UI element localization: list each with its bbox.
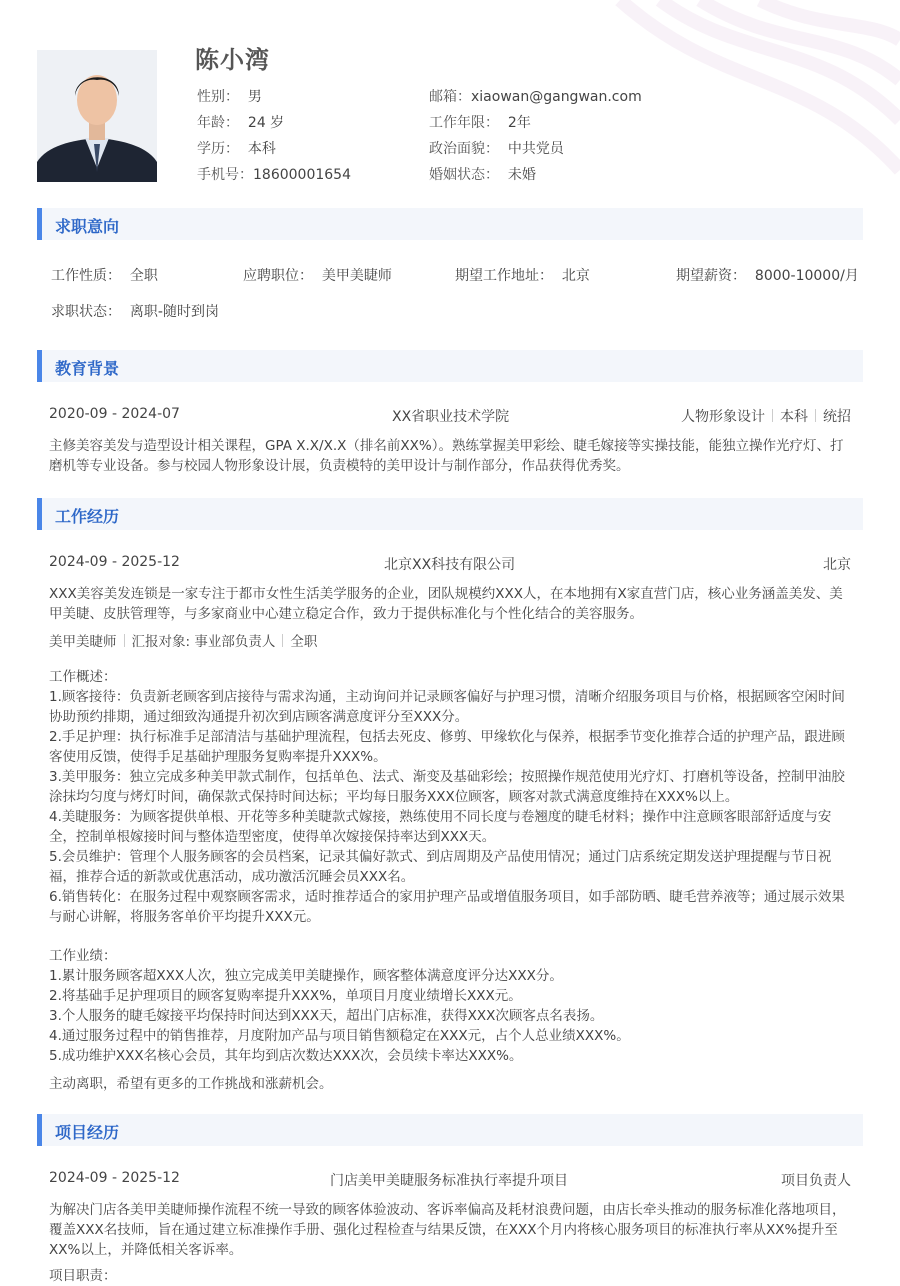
years-value: 2年	[507, 115, 531, 131]
intent-city	[455, 265, 590, 285]
politics-row	[429, 138, 564, 158]
intent-salary-value: 8000-10000/月	[754, 268, 859, 284]
marital-row	[429, 164, 536, 184]
politics-label: 政治面貌：	[429, 141, 499, 157]
project-description: 为解决门店各美甲美睫师操作流程不统一导致的顾客体验波动、客诉率偏高及耗材浪费问题，由店长牵头推动的服务标准化落地项目，覆盖XXX名技师，旨在通过建立标准操作手册、强化过程检查与结果反馈，在XXX个月内将核心服务项目的标准执行率从XX%提升至XX%以上，并降低相关客诉率。	[49, 1202, 846, 1258]
achievement-item: 1.累计服务顾客超XXX人次，独立完成美甲美睫操作，顾客整体满意度评分达XXX分。	[49, 968, 563, 984]
work-location: 北京	[823, 557, 851, 573]
age-row	[197, 112, 284, 132]
intent-type-label: 工作性质：	[51, 268, 121, 284]
age-value: 24 岁	[247, 115, 285, 131]
email-label: 邮箱：	[429, 89, 471, 105]
separator	[815, 409, 816, 422]
gender-value: 男	[247, 89, 262, 105]
section-title: 工作经历	[55, 507, 120, 526]
section-accent-bar	[37, 350, 42, 382]
education-period: 2020-09 - 2024-07	[49, 406, 180, 422]
intent-city-label: 期望工作地址：	[455, 268, 553, 284]
work-achievement-label: 工作业绩：	[49, 948, 117, 964]
duty-item: 4.美睫服务：为顾客提供单根、开花等多种美睫款式嫁接，熟练使用不同长度与卷翘度的睫毛材料；操作中注意顾客眼部舒适度与安全，控制单根嫁接时间与整体造型密度，使得单次嫁接保持率达到XXX天。	[49, 809, 832, 845]
work-report: 汇报对象: 事业部负责人	[131, 634, 276, 650]
achievement-item: 3.个人服务的睫毛嫁接平均保持时间达到XXX天，超出门店标准，获得XXX次顾客点名表扬。	[49, 1008, 604, 1024]
intent-salary	[676, 265, 859, 285]
email-value: xiaowan@gangwan.com	[471, 89, 642, 105]
intent-status-label: 求职状态：	[51, 304, 121, 320]
politics-value: 中共党员	[507, 141, 564, 157]
section-accent-bar	[37, 498, 42, 530]
duty-item: 3.美甲服务：独立完成多种美甲款式制作，包括单色、法式、渐变及基础彩绘；按照操作规范使用光疗灯、打磨机等设备，控制甲油胶涂抹均匀度与烤灯时间，确保款式保持时间达标；平均每日服务XXX位顾客，顾客对款式满意度维持在XXX%以上。	[49, 769, 845, 805]
work-period: 2024-09 - 2025-12	[49, 554, 180, 570]
work-job-type: 全职	[290, 634, 318, 650]
section-accent-bar	[37, 208, 42, 240]
intent-position	[243, 265, 392, 285]
work-company: 北京XX科技有限公司	[384, 557, 516, 573]
intent-salary-label: 期望薪资：	[676, 268, 746, 284]
section-header-work	[37, 498, 863, 530]
phone-row	[197, 164, 351, 184]
phone-label: 手机号：	[197, 167, 253, 183]
section-header-project	[37, 1114, 863, 1146]
achievement-item: 4.通过服务过程中的销售推荐，月度附加产品与项目销售额稳定在XXX元，占个人总业绩XXX%。	[49, 1028, 630, 1044]
project-role: 项目负责人	[781, 1173, 851, 1189]
intent-type	[51, 265, 158, 285]
education-degree: 本科	[780, 409, 808, 425]
project-period: 2024-09 - 2025-12	[49, 1170, 180, 1186]
gender-label: 性别：	[197, 89, 239, 105]
work-role-meta	[49, 632, 851, 652]
separator	[772, 409, 773, 422]
education-description: 主修美容美发与造型设计相关课程，GPA X.X/X.X（排名前XX%）。熟练掌握美甲彩绘、睫毛嫁接等实操技能，能独立操作光疗灯、打磨机等专业设备。参与校园人物形象设计展，负责模特的美甲设计与制作部分，作品获得优秀奖。	[49, 438, 844, 474]
education-major: 人物形象设计	[681, 409, 765, 425]
years-row	[429, 112, 531, 132]
duty-item: 1.顾客接待：负责新老顾客到店接待与需求沟通，主动询问并记录顾客偏好与护理习惯，清晰介绍服务项目与价格，根据顾客空闲时间协助预约排期，通过细致沟通提升初次到店顾客满意度评分至XXX分。	[49, 689, 845, 725]
intent-type-value: 全职	[129, 268, 158, 284]
duty-item: 5.会员维护：管理个人服务顾客的会员档案，记录其偏好款式、到店周期及产品使用情况；通过门店系统定期发送护理提醒与节日祝福，推荐合适的新款或优惠活动，成功激活沉睡会员XXX名。	[49, 849, 832, 885]
separator	[124, 634, 125, 647]
project-duty-label: 项目职责：	[49, 1268, 117, 1284]
achievement-item: 2.将基础手足护理项目的顾客复购率提升XXX%，单项目月度业绩增长XXX元。	[49, 988, 522, 1004]
work-role: 美甲美睫师	[49, 634, 117, 650]
phone-value: 18600001654	[253, 167, 351, 183]
age-label: 年龄：	[197, 115, 239, 131]
section-title: 教育背景	[55, 359, 120, 378]
intent-position-label: 应聘职位：	[243, 268, 313, 284]
education-meta	[681, 406, 851, 426]
company-description: XXX美容美发连锁是一家专注于都市女性生活美学服务的企业，团队规模约XXX人，在本地拥有X家直营门店，核心业务涵盖美发、美甲美睫、皮肤管理等，与多家商业中心建立稳定合作，致力于提供标准化与个性化结合的美容服务。	[49, 586, 843, 622]
education-value: 本科	[247, 141, 276, 157]
intent-position-value: 美甲美睫师	[321, 268, 392, 284]
duty-item: 2.手足护理：执行标准手足部清洁与基础护理流程，包括去死皮、修剪、甲缘软化与保养，根据季节变化推荐合适的护理产品，跟进顾客使用反馈，使得手足基础护理服务复购率提升XXX%。	[49, 729, 845, 765]
duty-item: 6.销售转化：在服务过程中观察顾客需求，适时推荐适合的家用护理产品或增值服务项目，如手部防晒、睫毛营养液等；通过展示效果与耐心讲解，将服务客单价平均提升XXX元。	[49, 889, 845, 925]
leave-reason: 主动离职，希望有更多的工作挑战和涨薪机会。	[49, 1076, 333, 1092]
education-mode: 统招	[823, 409, 851, 425]
section-header-education	[37, 350, 863, 382]
email-row	[429, 86, 642, 106]
project-name: 门店美甲美睫服务标准执行率提升项目	[330, 1173, 568, 1189]
intent-status	[51, 301, 219, 321]
section-title: 项目经历	[55, 1123, 120, 1142]
achievement-item: 5.成功维护XXX名核心会员，其年均到店次数达XXX次，会员续卡率达XXX%。	[49, 1048, 523, 1064]
intent-status-value: 离职-随时到岗	[129, 304, 219, 320]
intent-city-value: 北京	[561, 268, 590, 284]
separator	[282, 634, 283, 647]
years-label: 工作年限：	[429, 115, 499, 131]
section-header-intent	[37, 208, 863, 240]
education-row	[197, 138, 276, 158]
education-school: XX省职业技术学院	[392, 409, 510, 425]
section-title: 求职意向	[55, 217, 120, 236]
avatar	[37, 50, 157, 182]
profile-header	[37, 40, 863, 190]
candidate-name: 陈小湾	[195, 46, 270, 74]
gender-row	[197, 86, 262, 106]
work-overview-label: 工作概述：	[49, 669, 117, 685]
education-label: 学历：	[197, 141, 239, 157]
marital-value: 未婚	[507, 167, 536, 183]
marital-label: 婚姻状态：	[429, 167, 499, 183]
section-accent-bar	[37, 1114, 42, 1146]
